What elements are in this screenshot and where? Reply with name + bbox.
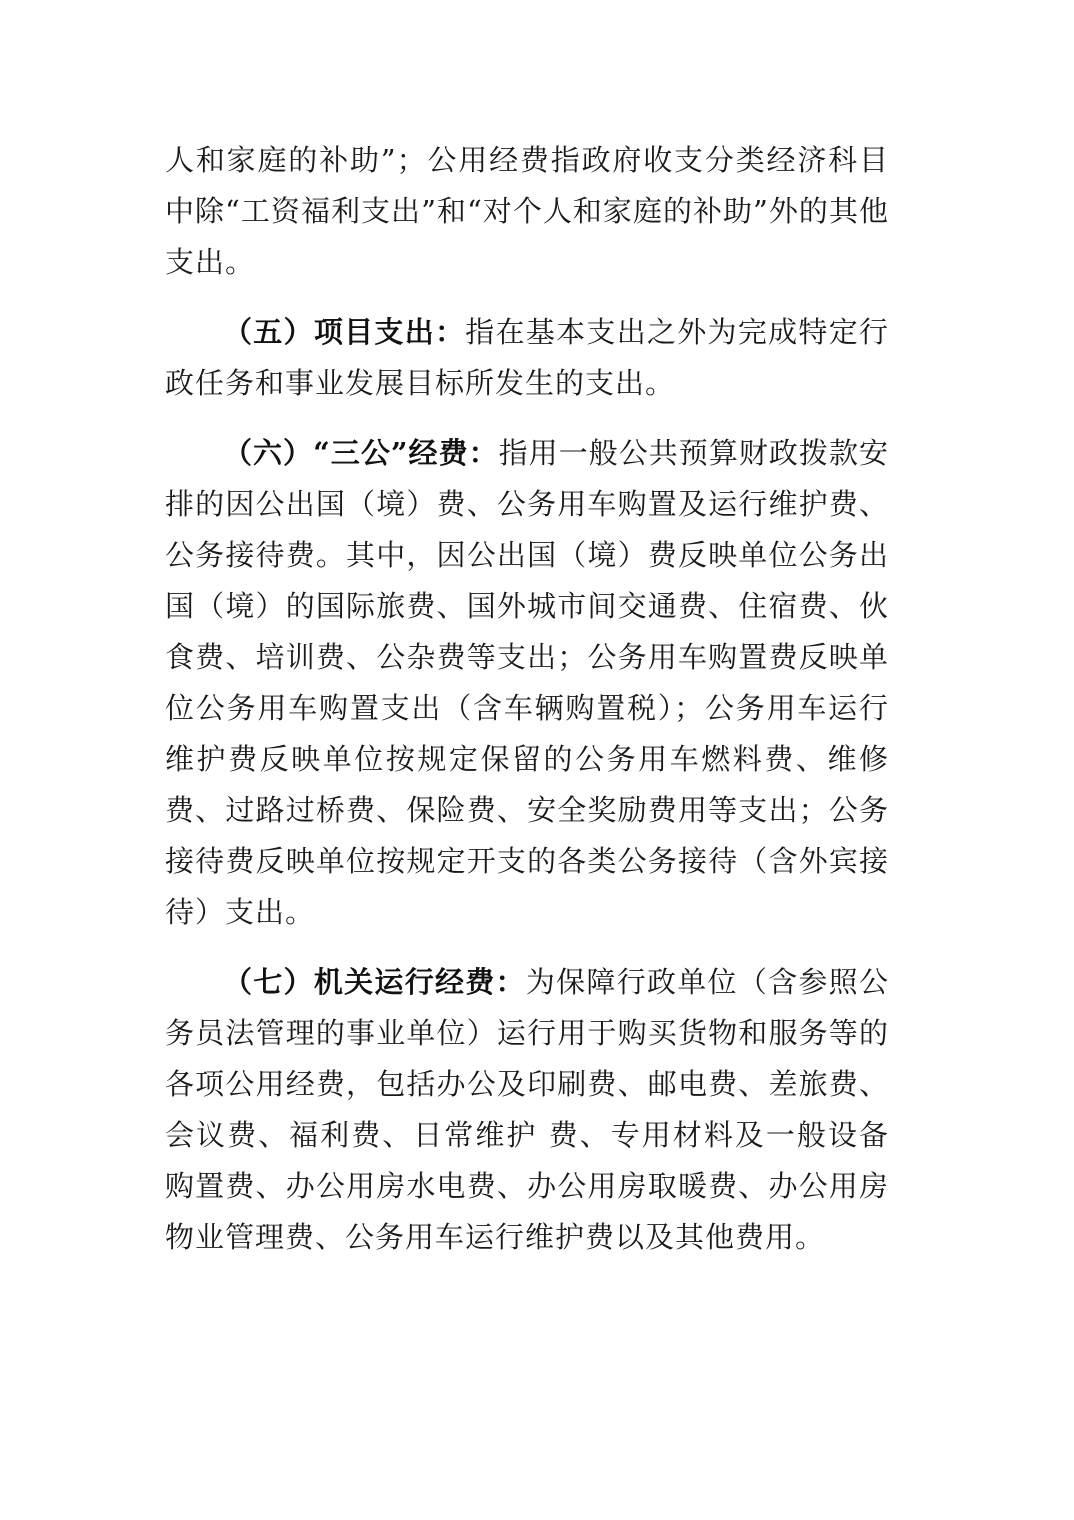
paragraph-body: 指在基本支出之外为完成特定行政任务和事业发展目标所发生的支出。 — [165, 315, 889, 400]
paragraph-continuation — [165, 135, 889, 288]
paragraph-body: 指用一般公共预算财政拨款安排的因公出国（境）费、公务用车购置及运行维护费、公务接待费。其中，因公出国（境）费反映单位公务出国（境）的国际旅费、国外城市间交通费、住宿费、伙食费、培训费、公杂费等支出；公务用车购置费反映单位公务用车购置支出（含车辆购置税）；公务用车运行维护费反映单位按规定保留的公务用车燃料费、维修费、过路过桥费、保险费、安全奖励费用等支出；公务接待费反映单位按规定开支的各类公务接待（含外宾接待）支出。 — [165, 436, 889, 929]
paragraph-heading: （七）机关运行经费： — [223, 965, 526, 999]
paragraph-body: 人和家庭的补助”；公用经费指政府收支分类经济科目中除“工资福利支出”和“对个人和家庭的补助”外的其他支出。 — [165, 143, 889, 279]
paragraph-project-expenditure — [165, 307, 889, 409]
paragraph-body: 为保障行政单位（含参照公务员法管理的事业单位）运行用于购买货物和服务等的各项公用经费，包括办公及印刷费、邮电费、差旅费、会议费、福利费、日常维护 费、专用材料及一般设备购置费、办公用房水电费、办公用房取暖费、办公用房物业管理费、公务用车运行维护费以及其他费用。 — [165, 965, 889, 1254]
paragraph-heading: （五）项目支出： — [223, 315, 466, 349]
document-body — [165, 135, 889, 1263]
paragraph-three-public-expenses — [165, 428, 889, 938]
paragraph-operating-expenses — [165, 957, 889, 1263]
paragraph-heading: （六）“三公”经费： — [223, 436, 499, 470]
